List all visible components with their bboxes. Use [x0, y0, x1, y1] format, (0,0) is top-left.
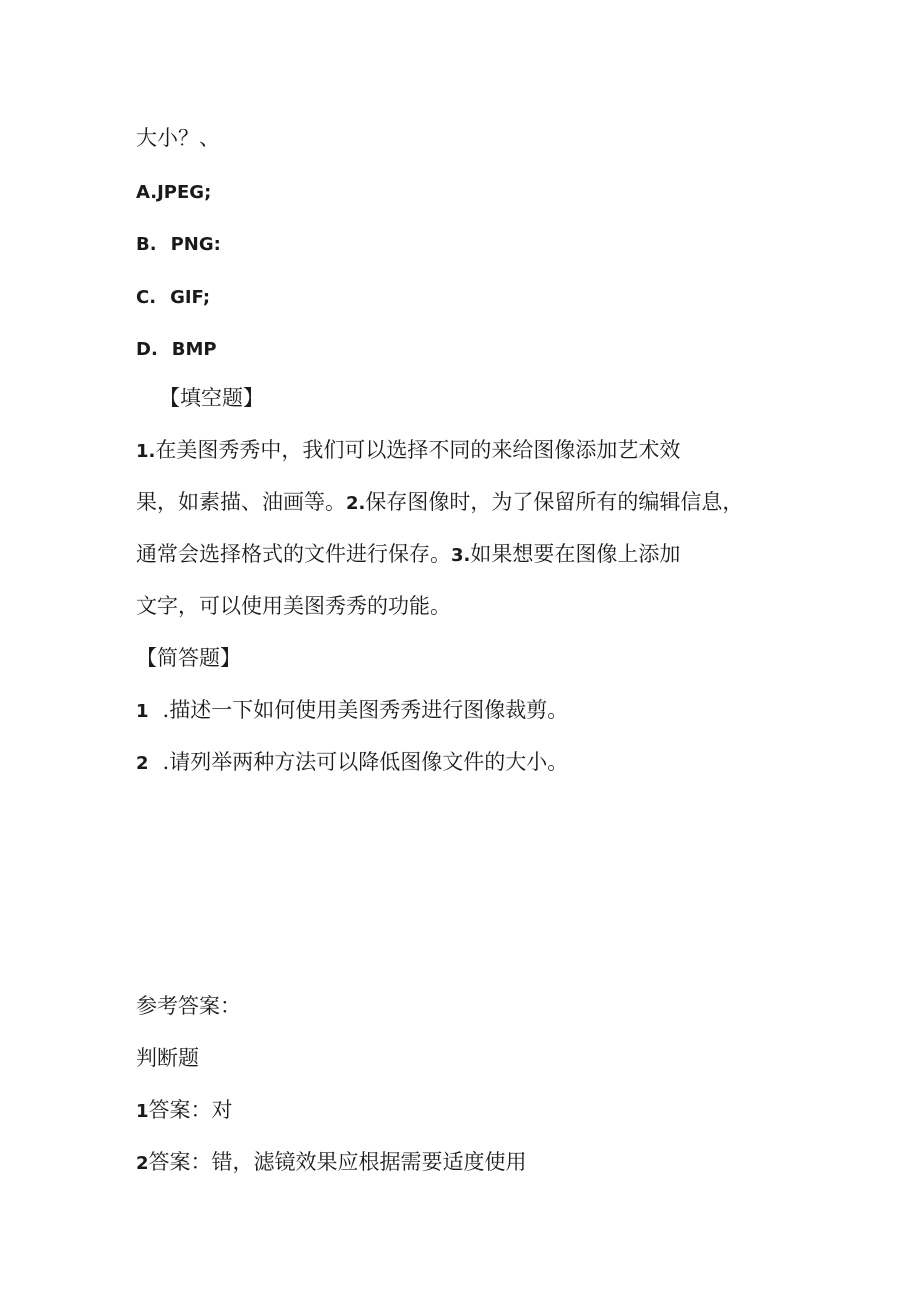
answer-number: 1 [136, 1101, 149, 1122]
fill-blank-line-4: 文字，可以使用美图秀秀的功能。 [136, 594, 451, 618]
option-text: JPEG; [157, 182, 212, 203]
option-c [136, 282, 210, 312]
option-a [136, 177, 211, 207]
fill-blank-line-2 [136, 488, 743, 518]
answer-item-1 [136, 1096, 233, 1126]
question-number: 3. [451, 545, 471, 566]
item-number: 1 [136, 701, 149, 722]
fill-blank-line-3 [136, 540, 680, 570]
question-tail: 大小？、 [136, 126, 220, 150]
question-text: 保存图像时，为了保留所有的编辑信息， [365, 490, 744, 514]
short-answer-heading: 【简答题】 [136, 646, 241, 670]
option-b [136, 229, 221, 259]
option-key: C. [136, 287, 157, 308]
item-text: .请列举两种方法可以降低图像文件的大小。 [162, 750, 569, 774]
answer-item-2 [136, 1148, 527, 1178]
answer-text: 答案：对 [148, 1098, 233, 1122]
short-answer-item-2 [136, 748, 568, 778]
question-text: 通常会选择格式的文件进行保存。 [136, 542, 451, 566]
option-text: BMP [171, 339, 217, 360]
item-number: 2 [136, 753, 149, 774]
option-text: PNG: [170, 234, 221, 255]
question-number: 1. [136, 441, 156, 462]
option-d [136, 334, 217, 364]
option-key: B. [136, 234, 157, 255]
option-key: D. [136, 339, 158, 360]
item-text: .描述一下如何使用美图秀秀进行图像裁剪。 [162, 698, 569, 722]
question-text: 果，如素描、油画等。 [136, 490, 346, 514]
option-text: GIF; [170, 287, 211, 308]
fill-blank-heading: 【填空题】 [159, 386, 264, 410]
question-text: 如果想要在图像上添加 [470, 542, 681, 566]
short-answer-item-1 [136, 696, 568, 726]
option-key: A. [136, 182, 158, 203]
question-number: 2. [346, 493, 366, 514]
question-text: 在美图秀秀中，我们可以选择不同的来给图像添加艺术效 [155, 438, 681, 462]
answers-section: 判断题 [136, 1046, 199, 1070]
fill-blank-line-1 [136, 436, 680, 466]
answer-text: 答案：错，滤镜效果应根据需要适度使用 [148, 1150, 527, 1174]
answers-title: 参考答案： [136, 994, 241, 1018]
answer-number: 2 [136, 1153, 149, 1174]
